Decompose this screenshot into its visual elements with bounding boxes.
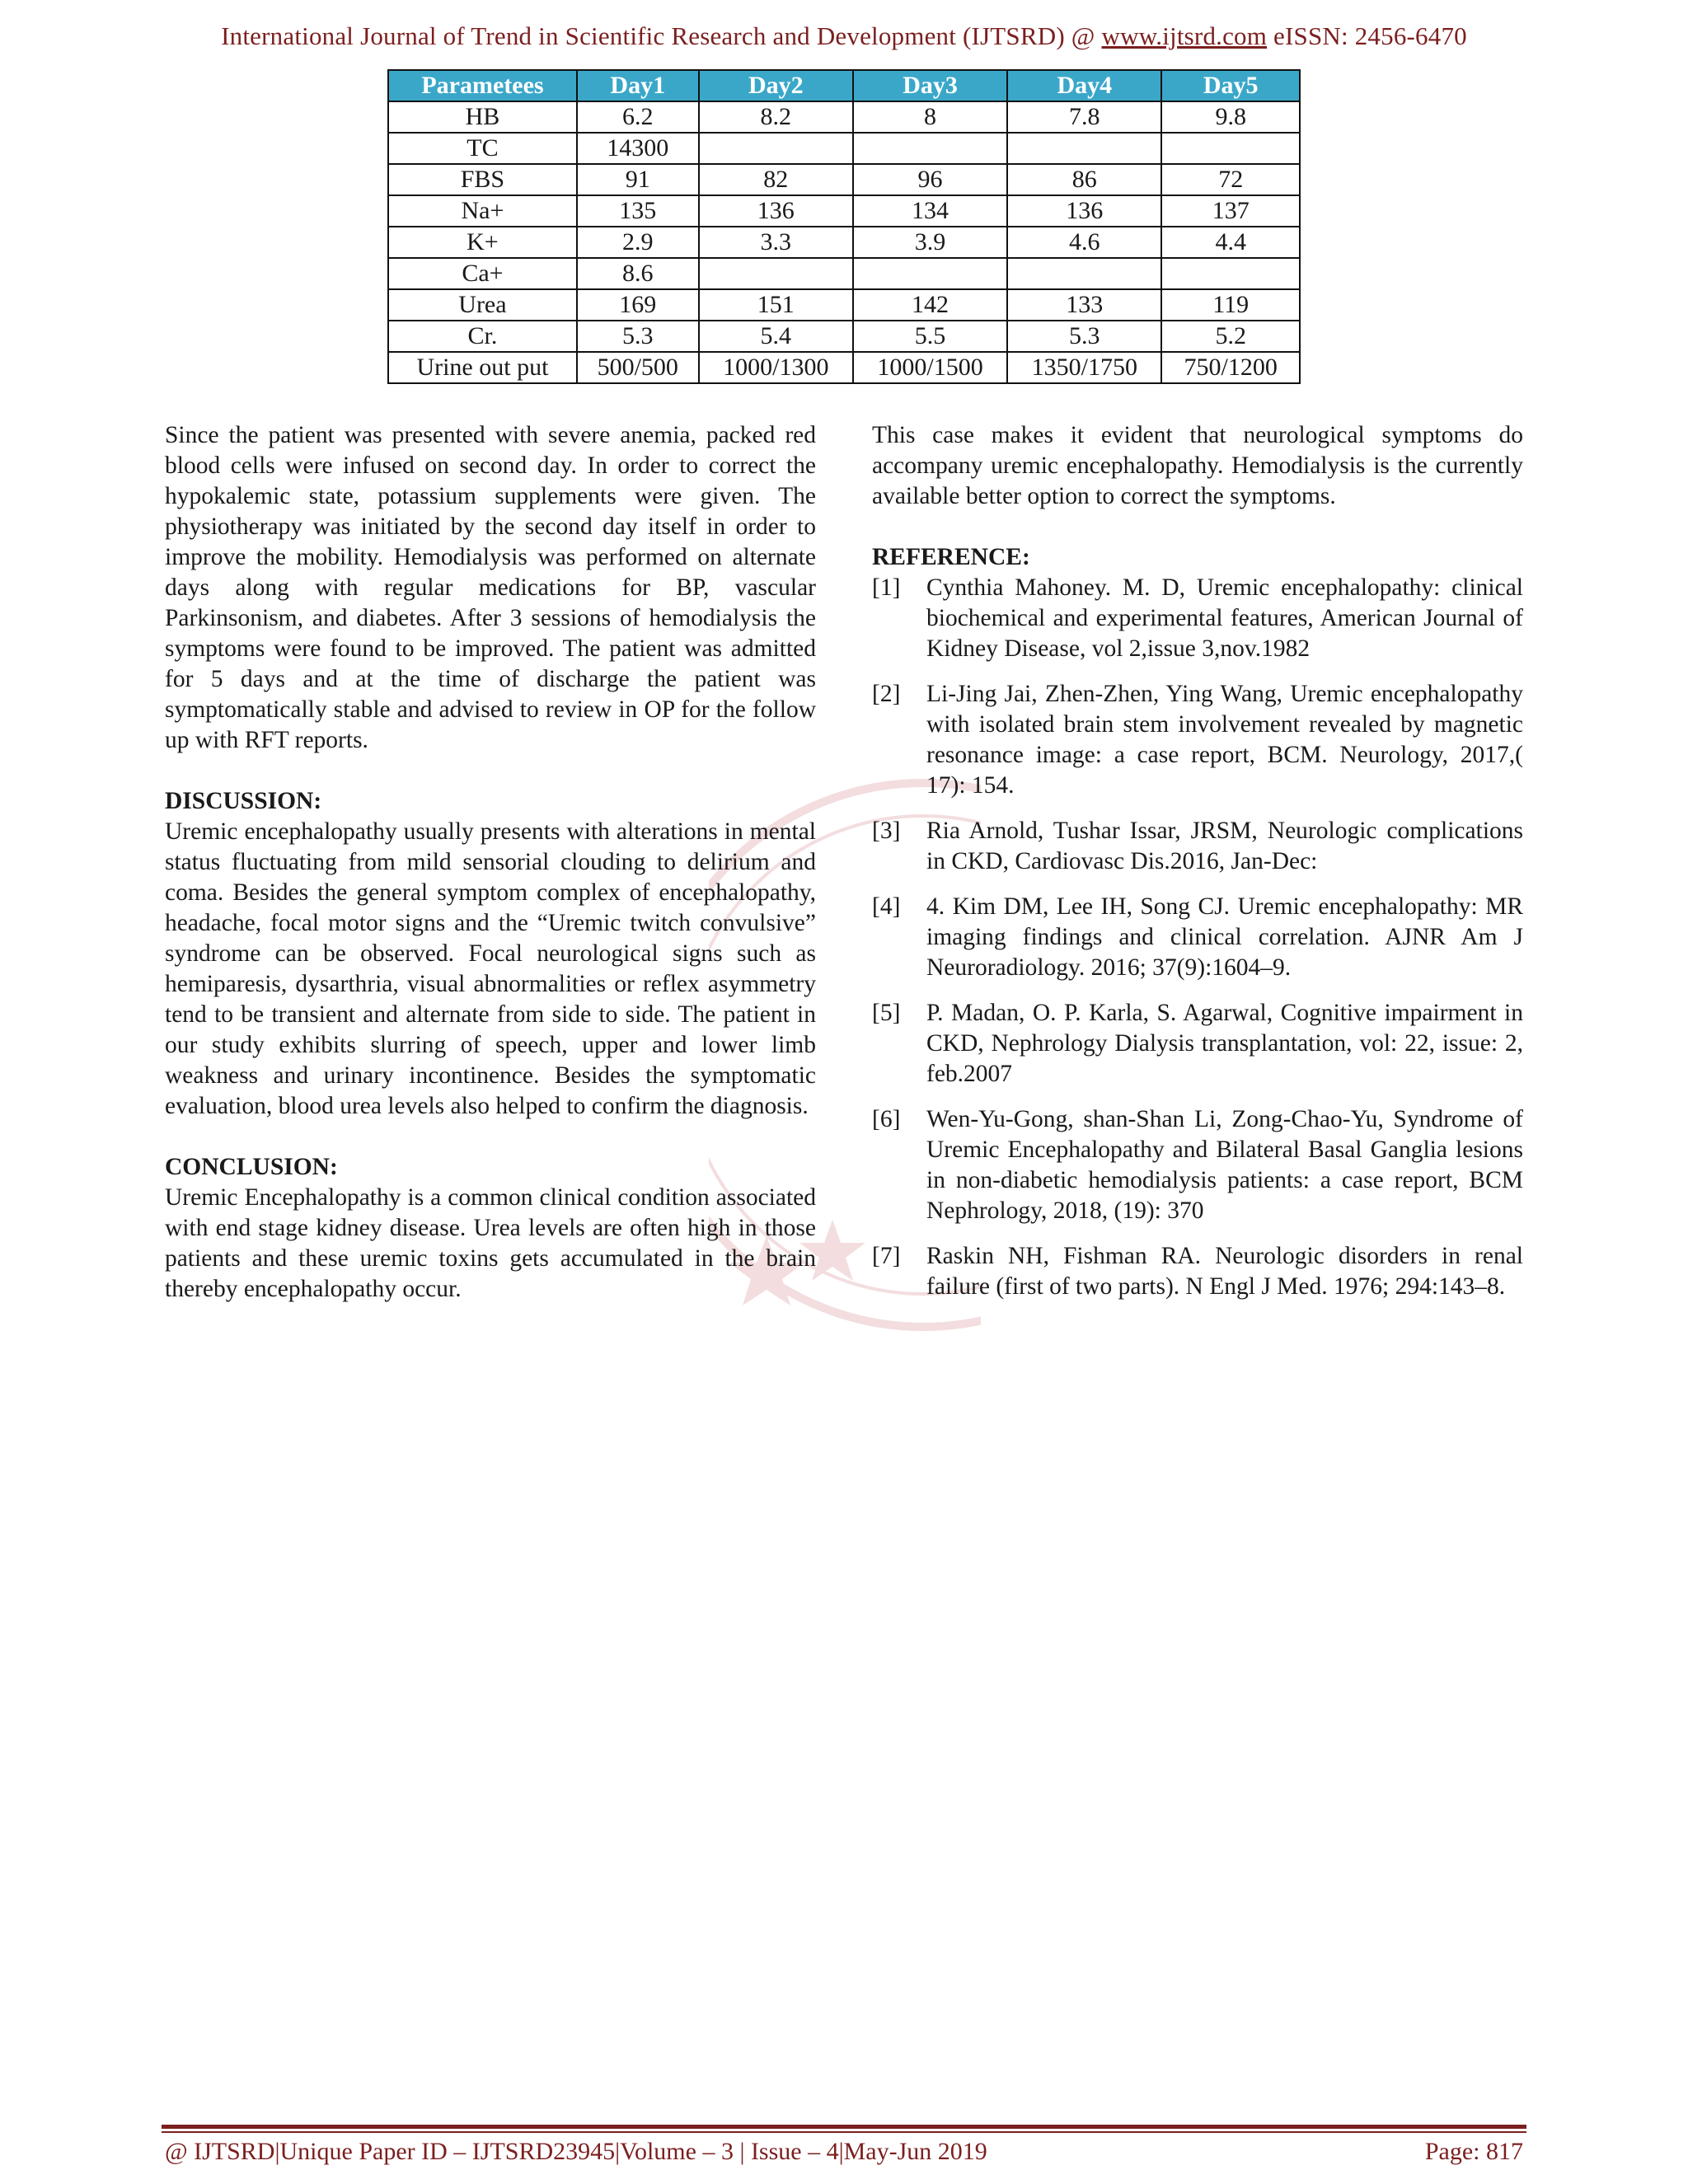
reference-item [872,1241,1523,1302]
value-cell: 8 [853,101,1007,133]
value-cell: 119 [1161,289,1300,321]
value-cell: 137 [1161,195,1300,227]
value-cell: 136 [1007,195,1161,227]
footer-publisher: @ IJTSRD [165,2138,275,2165]
reference-text: P. Madan, O. P. Karla, S. Agarwal, Cognitive impairment in CKD, Nephrology Dialysis transplantation, vol: 22, issue: 2, feb.2007 [926,1000,1523,1087]
journal-title: International Journal of Trend in Scientific Research and Development (IJTSRD) @ [221,21,1095,50]
reference-item [872,816,1523,877]
footer-volume-issue: Volume – 3 | Issue – 4 [620,2138,839,2165]
reference-number: [1] [872,574,901,601]
value-cell: 151 [699,289,853,321]
value-cell [853,258,1007,289]
footer-separator: | [615,2138,621,2165]
value-cell: 4.6 [1007,227,1161,258]
table-row [388,195,1300,227]
value-cell: 3.9 [853,227,1007,258]
left-column [165,420,816,1305]
value-cell: 5.5 [853,321,1007,352]
parameter-name-cell: K+ [388,227,577,258]
value-cell: 8.6 [577,258,699,289]
value-cell: 96 [853,164,1007,195]
value-cell: 142 [853,289,1007,321]
reference-text: Li-Jing Jai, Zhen-Zhen, Ying Wang, Uremic encephalopathy with isolated brain stem involvement revealed by magnetic resonance image: a case report, BCM. Neurology, 2017,( 17): 154. [926,681,1523,799]
column-header: Day4 [1007,70,1161,101]
reference-heading: REFERENCE: [872,544,1030,570]
table-row [388,101,1300,133]
value-cell: 133 [1007,289,1161,321]
parameter-name-cell: Cr. [388,321,577,352]
column-header: Parametees [388,70,577,101]
value-cell: 3.3 [699,227,853,258]
table-row [388,258,1300,289]
reference-number: [4] [872,893,901,920]
value-cell: 86 [1007,164,1161,195]
page-footer [165,2138,1523,2166]
footer-page-number: Page: 817 [1424,2138,1523,2165]
reference-text: Cynthia Mahoney. M. D, Uremic encephalopathy: clinical biochemical and experimental features, American Journal of Kidney Disease, vol 2,issue 3,nov.1982 [926,574,1523,662]
parameter-name-cell: Urine out put [388,352,577,383]
conclusion-paragraph: Uremic Encephalopathy is a common clinical condition associated with end stage kidney disease. Urea levels are often high in those patients and these uremic toxins gets accumulated in the brain thereby encephalopathy occur. [165,1184,816,1302]
journal-website-link[interactable]: www.ijtsrd.com [1101,21,1268,50]
value-cell: 5.4 [699,321,853,352]
reference-text: 4. Kim DM, Lee IH, Song CJ. Uremic encephalopathy: MR imaging findings and clinical correlation. AJNR Am J Neuroradiology. 2016; 37(9):1604–9. [926,893,1523,981]
reference-item [872,892,1523,983]
value-cell: 1000/1300 [699,352,853,383]
footer-date: May-Jun 2019 [843,2138,987,2165]
parameter-name-cell: Urea [388,289,577,321]
table-header-row [388,70,1300,101]
footer-separator: | [274,2138,280,2165]
journal-issn: eISSN: 2456-6470 [1273,21,1467,50]
reference-number: [3] [872,818,901,844]
table-row [388,133,1300,164]
table-row [388,227,1300,258]
value-cell: 5.3 [1007,321,1161,352]
value-cell: 4.4 [1161,227,1300,258]
reference-number: [6] [872,1106,901,1132]
footer-divider [162,2125,1526,2129]
value-cell: 8.2 [699,101,853,133]
value-cell [699,258,853,289]
column-header: Day1 [577,70,699,101]
value-cell [699,133,853,164]
reference-item [872,998,1523,1090]
reference-item [872,679,1523,801]
value-cell: 2.9 [577,227,699,258]
discussion-paragraph: Uremic encephalopathy usually presents with alterations in mental status fluctuating from mild sensorial clouding to delirium and coma. Besides the general symptom complex of encephalopathy, headache, focal motor signs and the “Uremic twitch convulsive” syndrome can be observed. Focal neurological signs such as hemiparesis, dysarthria, visual abnormalities or reflex asymmetry tend to be transient and alternate from side to side. The patient in our study exhibits slurring of speech, upper and lower limb weakness and urinary incontinence. Besides the symptomatic evaluation, blood urea levels also helped to confirm the diagnosis. [165,818,816,1119]
reference-text: Wen-Yu-Gong, shan-Shan Li, Zong-Chao-Yu, Syndrome of Uremic Encephalopathy and Bilateral Basal Ganglia lesions in non-diabetic hemodialysis patients: a case report, BCM Nephrology, 2018, (19): 370 [926,1106,1523,1224]
footer-separator: | [838,2138,844,2165]
reference-item [872,573,1523,664]
table-row [388,164,1300,195]
reference-list [872,573,1523,1302]
value-cell: 5.2 [1161,321,1300,352]
value-cell: 9.8 [1161,101,1300,133]
reference-item [872,1104,1523,1226]
parameter-name-cell: Na+ [388,195,577,227]
column-header: Day3 [853,70,1007,101]
value-cell: 135 [577,195,699,227]
parameter-name-cell: TC [388,133,577,164]
reference-number: [5] [872,1000,901,1026]
value-cell: 1000/1500 [853,352,1007,383]
value-cell: 134 [853,195,1007,227]
footer-divider-thin [162,2131,1526,2133]
value-cell: 169 [577,289,699,321]
right-column [872,420,1523,1317]
value-cell: 136 [699,195,853,227]
reference-number: [7] [872,1243,901,1269]
conclusion-heading: CONCLUSION: [165,1154,338,1180]
value-cell [1007,133,1161,164]
parameter-name-cell: Ca+ [388,258,577,289]
lab-values-table [387,69,1301,384]
conclusion-continued-paragraph: This case makes it evident that neurological symptoms do accompany uremic encephalopathy. Hemodialysis is the currently available better option to correct the symptoms. [872,422,1523,509]
discussion-heading: DISCUSSION: [165,788,322,814]
reference-text: Raskin NH, Fishman RA. Neurologic disorders in renal failure (first of two parts). N Engl J Med. 1976; 294:143–8. [926,1243,1523,1300]
value-cell: 14300 [577,133,699,164]
value-cell: 6.2 [577,101,699,133]
column-header: Day5 [1161,70,1300,101]
table-row [388,321,1300,352]
value-cell: 5.3 [577,321,699,352]
value-cell [1161,258,1300,289]
journal-header [0,21,1688,51]
footer-paper-id: Unique Paper ID – IJTSRD23945 [279,2138,616,2165]
value-cell: 72 [1161,164,1300,195]
column-header: Day2 [699,70,853,101]
value-cell [1007,258,1161,289]
value-cell: 82 [699,164,853,195]
parameter-name-cell: HB [388,101,577,133]
value-cell: 750/1200 [1161,352,1300,383]
table-row [388,289,1300,321]
parameter-name-cell: FBS [388,164,577,195]
value-cell: 500/500 [577,352,699,383]
treatment-paragraph: Since the patient was presented with severe anemia, packed red blood cells were infused on second day. In order to correct the hypokalemic state, potassium supplements were given. The physiotherapy was initiated by the second day itself in order to improve the mobility. Hemodialysis was performed on alternate days along with regular medications for BP, vascular Parkinsonism, and diabetes. After 3 sessions of hemodialysis the symptoms were found to be improved. The patient was admitted for 5 days and at the time of discharge the patient was symptomatically stable and advised to review in OP for the follow up with RFT reports. [165,422,816,753]
reference-text: Ria Arnold, Tushar Issar, JRSM, Neurologic complications in CKD, Cardiovasc Dis.2016, Jan-Dec: [926,818,1523,874]
value-cell [853,133,1007,164]
reference-number: [2] [872,681,901,707]
value-cell [1161,133,1300,164]
value-cell: 1350/1750 [1007,352,1161,383]
value-cell: 7.8 [1007,101,1161,133]
value-cell: 91 [577,164,699,195]
table-row [388,352,1300,383]
